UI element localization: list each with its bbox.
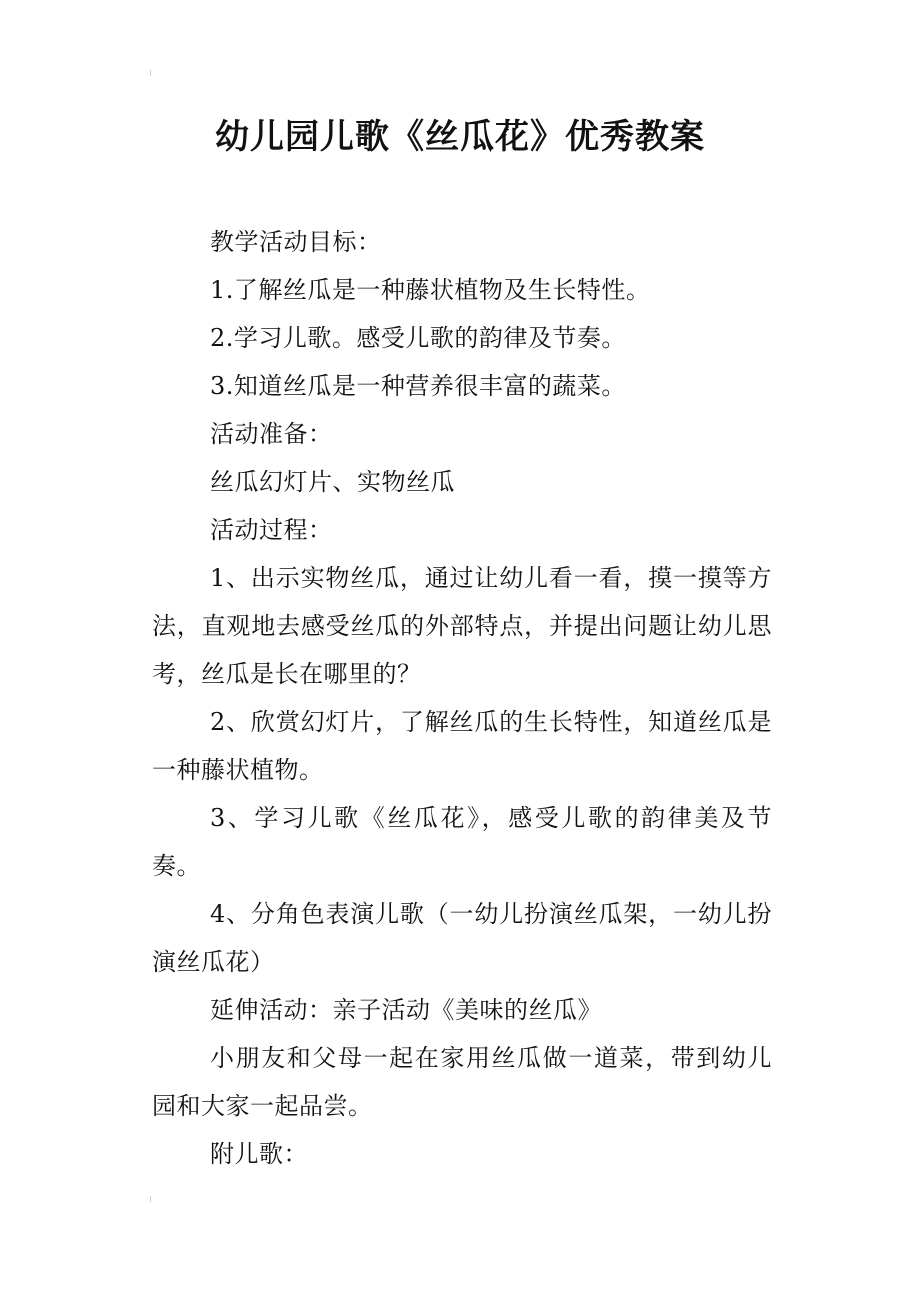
page-corner-mark-top (150, 70, 155, 76)
extension-activity-heading: 延伸活动：亲子活动《美味的丝瓜》 (210, 996, 602, 1024)
section-heading-preparation: 活动准备： (210, 420, 333, 448)
process-step-2: 2、欣赏幻灯片，了解丝瓜的生长特性，知道丝瓜是一种藤状植物。 (152, 708, 772, 784)
process-step-1: 1、出示实物丝瓜，通过让幼儿看一看，摸一摸等方法，直观地去感受丝瓜的外部特点，并提出问题让幼儿思考，丝瓜是长在哪里的？ (152, 564, 772, 688)
preparation-text: 丝瓜幻灯片、实物丝瓜 (210, 468, 455, 496)
appendix-heading: 附儿歌： (210, 1140, 308, 1168)
objective-item-1: 1.了解丝瓜是一种藤状植物及生长特性。 (210, 276, 651, 304)
objective-item-3: 3.知道丝瓜是一种营养很丰富的蔬菜。 (210, 372, 626, 400)
objective-item-2: 2.学习儿歌。感受儿歌的韵律及节奏。 (210, 324, 626, 352)
section-heading-objectives: 教学活动目标： (210, 228, 382, 256)
document-title: 幼儿园儿歌《丝瓜花》优秀教案 (215, 117, 705, 157)
section-heading-process: 活动过程： (210, 516, 333, 544)
page-corner-mark-bottom (150, 1196, 155, 1202)
document-body (152, 218, 772, 1178)
extension-activity-text: 小朋友和父母一起在家用丝瓜做一道菜，带到幼儿园和大家一起品尝。 (152, 1044, 772, 1120)
process-step-4: 4、分角色表演儿歌（一幼儿扮演丝瓜架，一幼儿扮演丝瓜花） (152, 900, 772, 976)
process-step-3: 3、学习儿歌《丝瓜花》，感受儿歌的韵律美及节奏。 (152, 804, 772, 880)
